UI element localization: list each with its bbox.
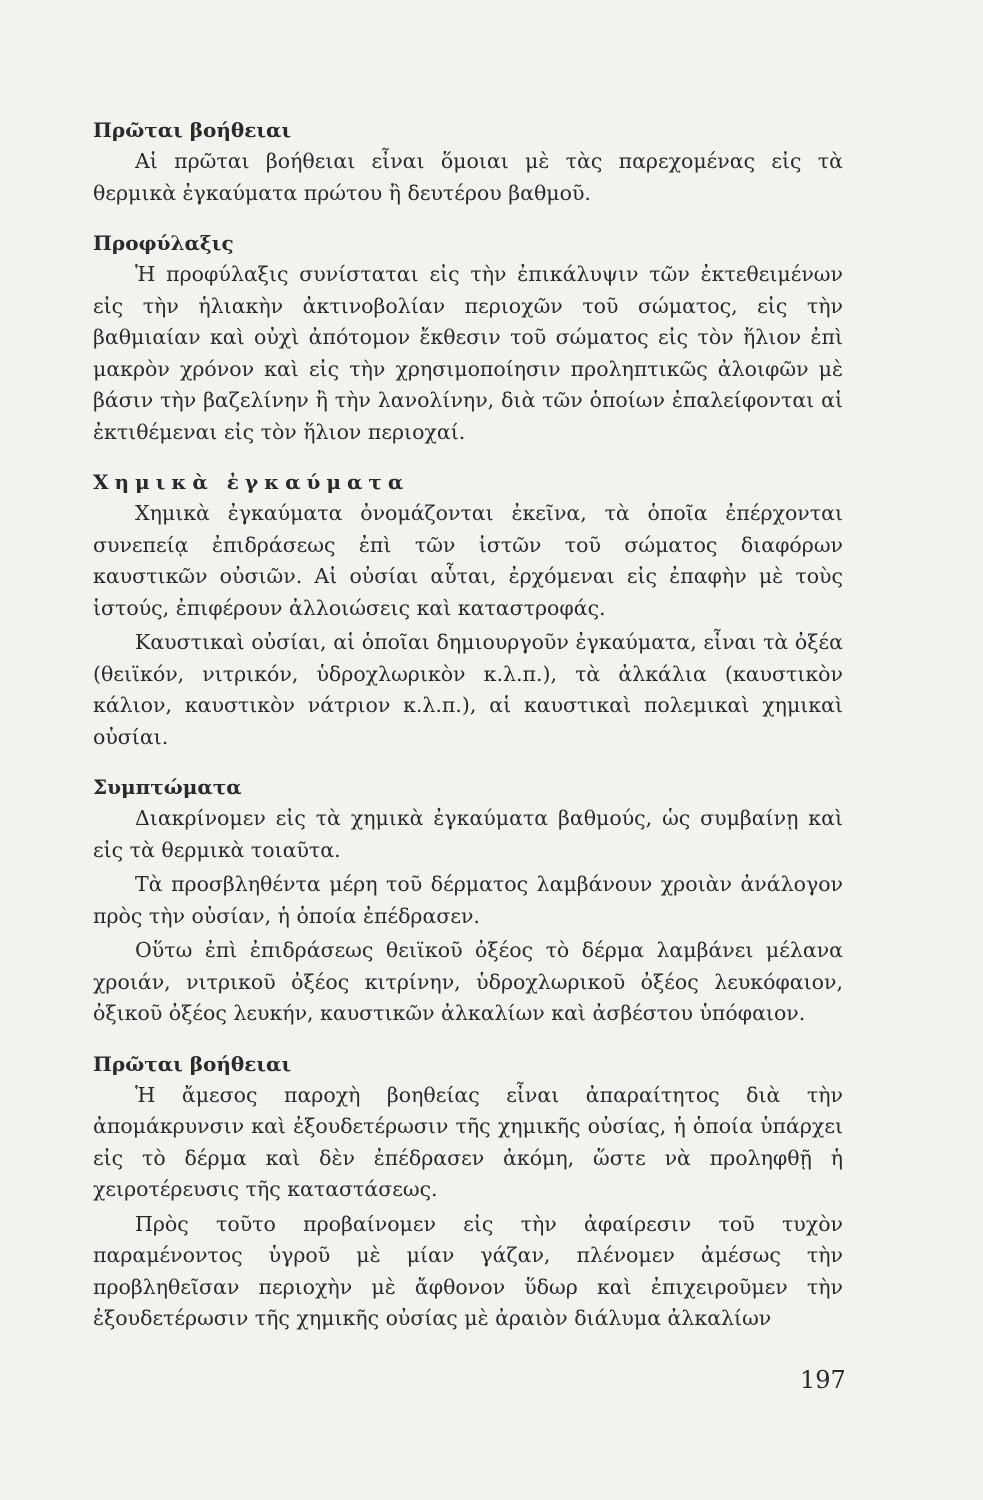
- section-heading: Πρῶται βοήθειαι: [93, 118, 292, 142]
- paragraph: Οὕτω ἐπὶ ἐπιδράσεως θειϊκοῦ ὀξέος τὸ δέρμα λαμβάνει μέλανα χροιάν, νιτρικοῦ ὀξέος κιτρίνην, ὑδροχλωρικοῦ ὀξέος λευκόφαιον, ὀξικοῦ ὀξέος λευκήν, καυστικῶν ἀλκαλίων καὶ ἀσβέστου ὑπόφαιον.: [93, 938, 843, 1025]
- page-body: [93, 118, 843, 1357]
- section-heading: Συμπτώματα: [93, 775, 242, 799]
- paragraph: Ἡ ἄμεσος παροχὴ βοηθείας εἶναι ἀπαραίτητος διὰ τὴν ἀπομάκρυνσιν καὶ ἐξουδετέρωσιν τῆς χημικῆς οὐσίας, ἡ ὁποία ὑπάρχει εἰς τὸ δέρμα καὶ δὲν ἐπέδρασεν ἀκόμη, ὥστε νὰ προληφθῇ ἡ χειροτέρευσις τῆς καταστάσεως.: [93, 1082, 843, 1201]
- paragraph: Ἡ προφύλαξις συνίσταται εἰς τὴν ἐπικάλυψιν τῶν ἐκτεθειμένων εἰς τὴν ἡλιακὴν ἀκτινοβολίαν περιοχῶν τοῦ σώματος, εἰς τὴν βαθμιαίαν καὶ οὐχὶ ἀπότομον ἔκθεσιν τοῦ σώματος εἰς τὸν ἥλιον ἐπὶ μακρὸν χρόνον καὶ εἰς τὴν χρησιμοποίησιν προληπτικῶς ἀλοιφῶν μὲ βάσιν τὴν βαζελίνην ἢ τὴν λανολίνην, διὰ τῶν ὁποίων ἐπαλείφονται αἱ ἐκτιθέμεναι εἰς τὸν ἥλιον περιοχαί.: [93, 262, 843, 444]
- section-prevention: [93, 231, 843, 448]
- paragraph: Χημικὰ ἐγκαύματα ὀνομάζονται ἐκεῖνα, τὰ ὁποῖα ἐπέρχονται συνεπείᾳ ἐπιδράσεως ἐπὶ τῶν ἱστῶν τοῦ σώματος διαφόρων καυστικῶν οὐσιῶν. Αἱ οὐσίαι αὗται, ἐρχόμεναι εἰς ἐπαφὴν μὲ τοὺς ἱστούς, ἐπιφέρουν ἀλλοιώσεις καὶ καταστροφάς.: [93, 501, 843, 620]
- section-heading: Χημικὰ ἐγκαύματα: [93, 470, 410, 494]
- paragraph: Καυστικαὶ οὐσίαι, αἱ ὁποῖαι δημιουργοῦν ἐγκαύματα, εἶναι τὰ ὀξέα (θειϊκόν, νιτρικόν, ὑδροχλωρικὸν κ.λ.π.), τὰ ἀλκάλια (καυστικὸν κάλιον, καυστικὸν νάτριον κ.λ.π.), αἱ καυστικαὶ πολεμικαὶ χημικαὶ οὐσίαι.: [93, 630, 843, 749]
- paragraph: Διακρίνομεν εἰς τὰ χημικὰ ἐγκαύματα βαθμούς, ὡς συμβαίνῃ καὶ εἰς τὰ θερμικὰ τοιαῦτα.: [93, 806, 843, 862]
- section-first-aid-2: [93, 1052, 843, 1335]
- paragraph: Αἱ πρῶται βοήθειαι εἶναι ὅμοιαι μὲ τὰς παρεχομένας εἰς τὰ θερμικὰ ἐγκαύματα πρώτου ἢ δευτέρου βαθμοῦ.: [93, 149, 843, 205]
- section-first-aid-1: [93, 118, 843, 209]
- section-heading: Πρῶται βοήθειαι: [93, 1051, 292, 1076]
- section-symptoms: [93, 775, 843, 1030]
- section-chemical-burns: [93, 470, 843, 753]
- paragraph: Πρὸς τοῦτο προβαίνομεν εἰς τὴν ἀφαίρεσιν τοῦ τυχὸν παραμένοντος ὑγροῦ μὲ μίαν γάζαν, πλένομεν ἀμέσως τὴν προβληθεῖσαν περιοχὴν μὲ ἄφθονον ὕδωρ καὶ ἐπιχειροῦμεν τὴν ἐξουδετέρωσιν τῆς χημικῆς οὐσίας μὲ ἀραιὸν διάλυμα ἀλκαλίων: [93, 1211, 843, 1330]
- page-number: 197: [800, 1366, 846, 1394]
- section-heading: Προφύλαξις: [93, 231, 234, 255]
- paragraph: Τὰ προσβληθέντα μέρη τοῦ δέρματος λαμβάνουν χροιὰν ἀνάλογον πρὸς τὴν οὐσίαν, ἡ ὁποία ἐπέδρασεν.: [93, 872, 843, 928]
